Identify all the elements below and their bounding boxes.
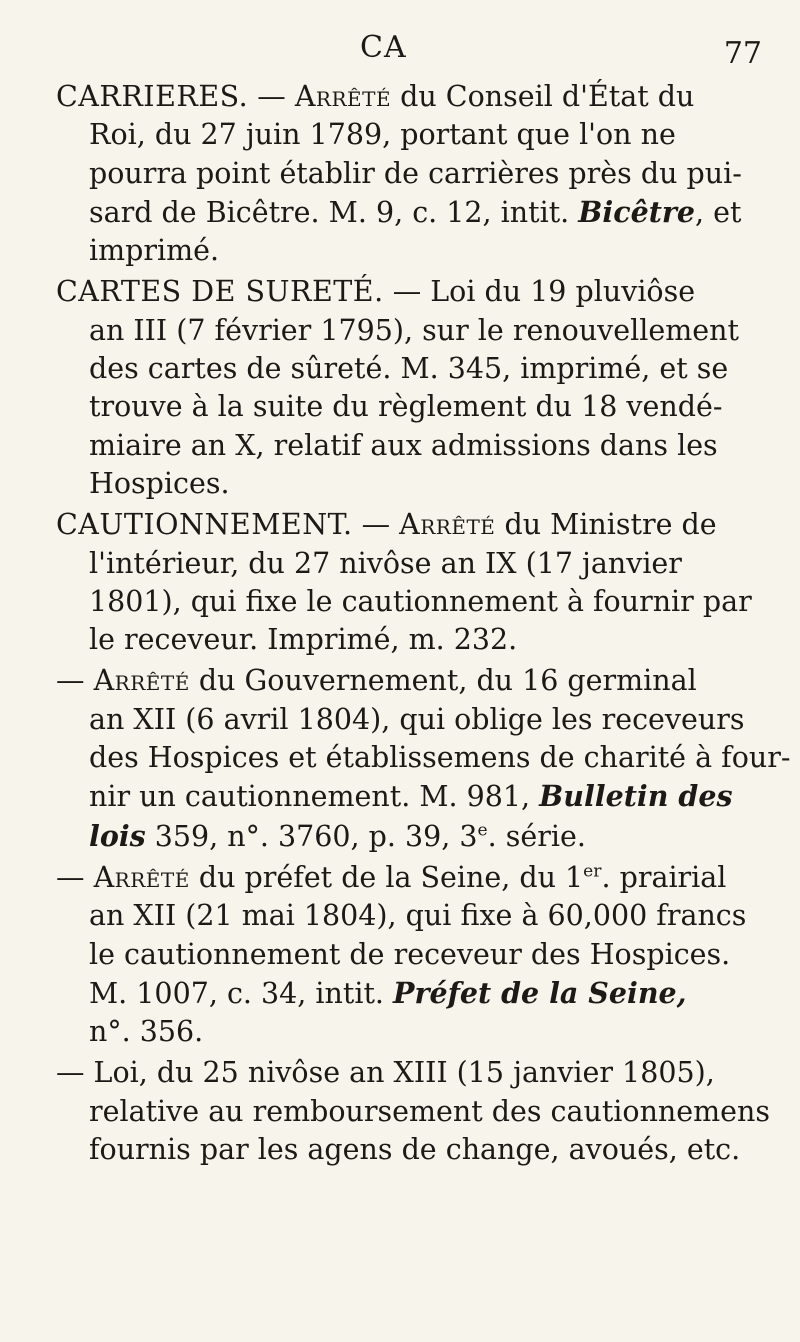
text-segment: Arrêté bbox=[93, 860, 190, 894]
dictionary-entry bbox=[56, 859, 762, 1051]
text-segment: Arrêté bbox=[399, 508, 496, 542]
text-line bbox=[56, 1013, 762, 1051]
entry-heading: CAUTIONNEMENT. bbox=[56, 508, 353, 542]
text-line bbox=[56, 155, 762, 193]
dictionary-entry bbox=[56, 1054, 771, 1169]
text-segment: — bbox=[352, 508, 400, 542]
text-line bbox=[56, 621, 762, 659]
text-line bbox=[56, 897, 762, 935]
text-line bbox=[56, 583, 762, 621]
dictionary-entry bbox=[56, 506, 762, 659]
text-segment: pourra point établir de carrières près du pui- bbox=[89, 156, 742, 190]
text-segment: miaire an X, relatif aux admissions dans les bbox=[89, 428, 718, 462]
text-segment: . série. bbox=[487, 819, 586, 853]
running-head-letters: CA bbox=[360, 30, 407, 65]
text-segment: , et bbox=[695, 195, 742, 229]
text-segment: — Loi, du 25 nivôse an XIII (15 janvier 1805), bbox=[56, 1056, 715, 1090]
text-line bbox=[56, 193, 762, 232]
text-segment: Arrêté bbox=[294, 80, 392, 113]
dictionary-entry bbox=[56, 662, 791, 855]
text-line bbox=[56, 817, 762, 856]
text-segment: trouve à la suite du règlement du 18 vendé- bbox=[89, 390, 723, 424]
text-line bbox=[56, 545, 762, 583]
text-segment: — bbox=[56, 664, 94, 698]
text-segment: fournis par les agens de change, avoués, etc. bbox=[89, 1133, 741, 1167]
text-segment: an III (7 février 1795), sur le renouvellement bbox=[89, 313, 739, 347]
text-segment: des Hospices et établissemens de charité à four- bbox=[89, 741, 791, 775]
text-segment: du Gouvernement, du 16 germinal bbox=[189, 664, 697, 698]
text-segment: Préfet de la Seine, bbox=[393, 975, 687, 1010]
text-segment: imprimé. bbox=[89, 234, 220, 268]
text-line bbox=[56, 1131, 762, 1169]
text-line bbox=[56, 312, 762, 350]
text-line bbox=[56, 974, 762, 1013]
text-line bbox=[56, 273, 762, 311]
text-line bbox=[56, 701, 762, 739]
text-line bbox=[56, 427, 762, 465]
text-segment: du Ministre de bbox=[495, 508, 717, 542]
text-segment: relative au remboursement des cautionnemens bbox=[89, 1094, 771, 1128]
text-line bbox=[56, 388, 762, 426]
text-segment: 359, n°. 3760, p. 39, 3 bbox=[145, 819, 478, 853]
text-segment: du préfet de la Seine, du 1 bbox=[189, 860, 584, 894]
text-segment: n°. 356. bbox=[89, 1015, 204, 1049]
text-line bbox=[56, 739, 791, 777]
entry-heading: CARTES DE SURETÉ. bbox=[56, 275, 384, 309]
text-segment: er bbox=[583, 861, 602, 882]
text-segment: an XII (21 mai 1804), qui fixe à 60,000 francs bbox=[89, 899, 747, 933]
text-line bbox=[56, 859, 762, 897]
text-segment: M. 1007, c. 34, intit. bbox=[89, 976, 394, 1010]
text-line bbox=[56, 1093, 771, 1131]
text-line bbox=[56, 662, 762, 700]
text-segment: le cautionnement de receveur des Hospices. bbox=[89, 937, 731, 971]
text-line bbox=[56, 777, 762, 816]
running-head bbox=[0, 30, 800, 70]
text-segment: Hospices. bbox=[89, 466, 230, 500]
text-segment: — bbox=[248, 80, 295, 113]
text-segment: le receveur. Imprimé, m. 232. bbox=[89, 623, 518, 657]
text-segment: des cartes de sûreté. M. 345, imprimé, et se bbox=[89, 352, 729, 386]
dictionary-entry bbox=[56, 78, 762, 270]
dictionary-entry bbox=[56, 273, 762, 503]
text-line bbox=[56, 465, 762, 503]
dictionary-text bbox=[56, 78, 791, 1169]
text-line bbox=[56, 1054, 762, 1092]
text-segment: Bulletin des bbox=[539, 779, 733, 814]
text-line bbox=[56, 936, 762, 974]
text-line bbox=[56, 78, 762, 116]
text-segment: Bicêtre bbox=[578, 194, 696, 229]
text-line bbox=[56, 232, 762, 270]
text-segment: sard de Bicêtre. M. 9, c. 12, intit. bbox=[89, 195, 579, 229]
text-segment: lois bbox=[89, 818, 146, 853]
text-segment: nir un cautionnement. M. 981, bbox=[89, 780, 540, 814]
text-segment: Roi, du 27 juin 1789, portant que l'on ne bbox=[89, 118, 676, 152]
text-segment: — bbox=[56, 860, 94, 894]
text-segment: an XII (6 avril 1804), qui oblige les receveurs bbox=[89, 702, 745, 736]
text-line bbox=[56, 116, 762, 154]
entry-heading: CARRIERES. bbox=[56, 80, 249, 113]
text-segment: Arrêté bbox=[93, 664, 190, 698]
page-number: 77 bbox=[723, 36, 762, 71]
text-segment: e bbox=[477, 820, 488, 841]
text-line bbox=[56, 506, 762, 544]
text-line bbox=[56, 350, 762, 388]
text-segment: 1801), qui fixe le cautionnement à fournir par bbox=[89, 584, 752, 618]
text-segment: du Conseil d'État du bbox=[391, 80, 695, 113]
text-segment: — Loi du 19 pluviôse bbox=[383, 275, 696, 309]
text-segment: . prairial bbox=[601, 860, 727, 894]
text-segment: l'intérieur, du 27 nivôse an IX (17 janvier bbox=[89, 546, 682, 580]
